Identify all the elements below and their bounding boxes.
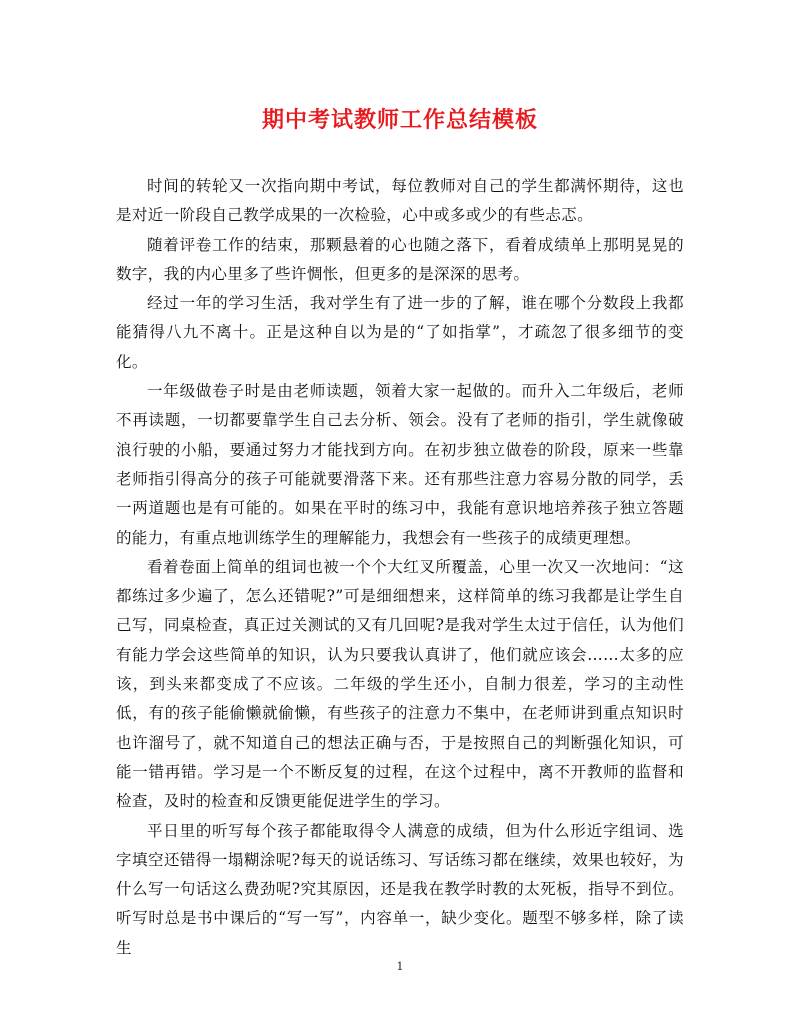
paragraph-1: 时间的转轮又一次指向期中考试，每位教师对自己的学生都满怀期待，这也是对近一阶段自己教学成果的一次检验，心中或多或少的有些忐忑。 — [116, 177, 684, 225]
document-title: 期中考试教师工作总结模板 — [261, 107, 538, 133]
document-body — [116, 172, 684, 963]
paragraph-2: 随着评卷工作的结束，那颗悬着的心也随之落下，看着成绩单上那明晃晃的数字，我的内心里多了些许惆怅，但更多的是深深的思考。 — [116, 235, 684, 283]
paragraph-6: 平日里的听写每个孩子都能取得令人满意的成绩，但为什么形近字组词、选字填空还错得一塌糊涂呢?每天的说话练习、写话练习都在继续，效果也较好，为什么写一句话这么费劲呢?究其原因，还是我在教学时教的太死板，指导不到位。听写时总是书中课后的“写一写”，内容单一，缺少变化。题型不够多样，除了读生 — [116, 821, 684, 957]
page-number: 1 — [396, 960, 404, 973]
paragraph-4: 一年级做卷子时是由老师读题，领着大家一起做的。而升入二年级后，老师不再读题，一切都要靠学生自己去分析、领会。没有了老师的指引，学生就像破浪行驶的小船，要通过努力才能找到方向。在初步独立做卷的阶段，原来一些靠老师指引得高分的孩子可能就要滑落下来。还有那些注意力容易分散的同学，丢一两道题也是有可能的。如果在平时的练习中，我能有意识地培养孩子独立答题的能力，有重点地训练学生的理解能力，我想会有一些孩子的成绩更理想。 — [116, 382, 684, 547]
paragraph-5: 看着卷面上简单的组词也被一个个大红叉所覆盖，心里一次又一次地问：“这都练过多少遍了，怎么还错呢?”可是细细想来，这样简单的练习我都是让学生自己写，同桌检查，真正过关测试的又有几回呢?是我对学生太过于信任，认为他们有能力学会这些简单的知识，认为只要我认真讲了，他们就应该会……太多的应该，到头来都变成了不应该。二年级的学生还小，自制力很差，学习的主动性低，有的孩子能偷懒就偷懒，有些孩子的注意力不集中，在老师讲到重点知识时也许溜号了，就不知道自己的想法正确与否，于是按照自己的判断强化知识，可能一错再错。学习是一个不断反复的过程，在这个过程中，离不开教师的监督和检查，及时的检查和反馈更能促进学生的学习。 — [116, 557, 684, 811]
paragraph-3: 经过一年的学习生活，我对学生有了进一步的了解，谁在哪个分数段上我都能猜得八九不离十。正是这种自以为是的“了如指掌”，才疏忽了很多细节的变化。 — [116, 294, 684, 371]
